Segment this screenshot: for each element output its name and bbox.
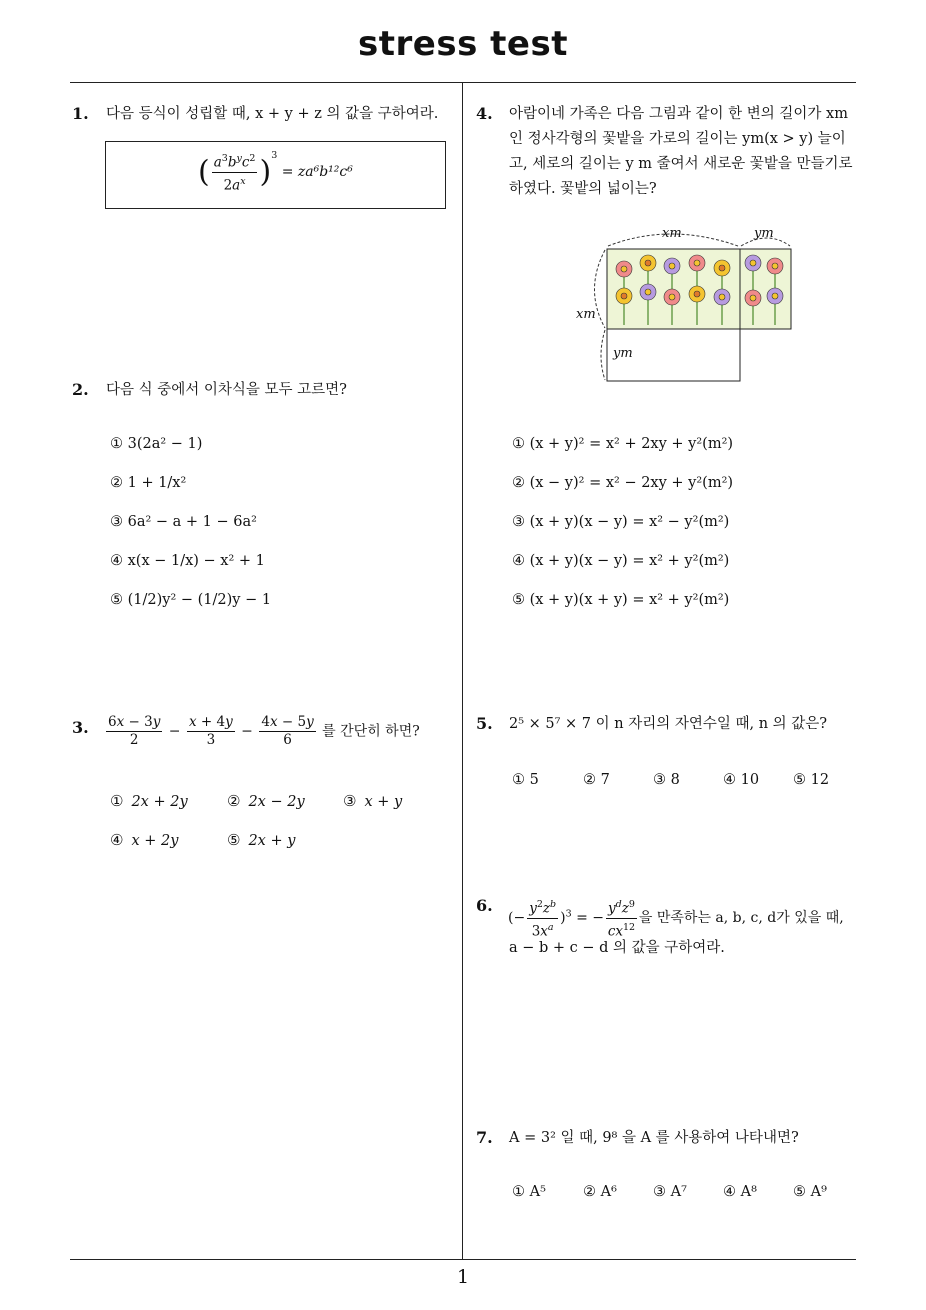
q7-option-5[interactable]: ⑤ A⁹ <box>793 1184 827 1200</box>
bottom-rule <box>70 1259 856 1260</box>
q7-option-4[interactable]: ④ A⁸ <box>723 1184 757 1200</box>
q2-option-1[interactable]: ① 3(2a² − 1) <box>110 436 203 452</box>
flowerbed-diagram <box>570 222 810 387</box>
fig-label-top-x: xm <box>662 226 682 241</box>
q6-equation: (− $\frac{y^2z^b}{3x^a}$ )$^3$ = − $\frac{y^dz^9}{cx^{12}}$ 을 만족하는 a, b, c, d가 있을 때, <box>508 896 844 940</box>
q2-text: 다음 식 중에서 이차식을 모두 고르면? <box>106 382 347 398</box>
q4-line-4: 하였다. 꽃밭의 넓이는? <box>509 181 657 197</box>
q4-number: 4. <box>476 104 493 123</box>
q3-option-1[interactable]: ① 2x + 2y <box>110 792 188 810</box>
q3-option-4-text: x + 2y <box>131 833 179 849</box>
q7-option-1[interactable]: ① A⁵ <box>512 1184 546 1200</box>
q1-number: 1. <box>72 104 89 123</box>
q1-equation-rhs: = za⁶b¹²c⁶ <box>281 164 353 180</box>
q5-text: 2⁵ × 5⁷ × 7 이 n 자리의 자연수일 때, n 의 값은? <box>509 716 828 732</box>
q7-option-2[interactable]: ② A⁶ <box>583 1184 617 1200</box>
q4-text <box>509 102 869 202</box>
q2-option-2[interactable]: ② 1 + 1/x² <box>110 475 187 491</box>
q5-option-3[interactable]: ③ 8 <box>653 772 680 788</box>
fig-label-top-y: ym <box>754 226 774 241</box>
q7-text: A = 3² 일 때, 9⁸ 을 A 를 사용하여 나타내면? <box>509 1130 799 1146</box>
q3-option-4[interactable]: ④ x + 2y <box>110 831 179 849</box>
q2-option-3[interactable]: ③ 6a² − a + 1 − 6a² <box>110 514 257 530</box>
q4-option-4[interactable]: ④ (x + y)(x − y) = x² + y²(m²) <box>512 553 730 569</box>
q2-number: 2. <box>72 380 89 399</box>
q4-option-1[interactable]: ① (x + y)² = x² + 2xy + y²(m²) <box>512 436 734 452</box>
page-title: stress test <box>358 24 568 64</box>
q6-tail: 을 만족하는 a, b, c, d가 있을 때, <box>638 910 844 926</box>
q3-expression: $\frac{6x - 3y}{2}$ − $\frac{x + 4y}{3}$ − $\frac{4x - 5y}{6}$ 를 간단히 하면? <box>108 714 420 748</box>
q3-number: 3. <box>72 718 89 737</box>
q2-option-5[interactable]: ⑤ (1/2)y² − (1/2)y − 1 <box>110 592 272 608</box>
q3-option-2-text: 2x − 2y <box>248 794 305 810</box>
q3-option-1-text: 2x + 2y <box>131 794 188 810</box>
q3-option-5-text: 2x + y <box>248 833 296 849</box>
q4-line-2: 인 정사각형의 꽃밭을 가로의 길이는 ym(x > y) 늘이 <box>509 131 846 147</box>
flowerbed-figure <box>570 222 810 387</box>
q6-line-2: a − b + c − d 의 값을 구하여라. <box>509 940 725 956</box>
q4-line-1: 아람이네 가족은 다음 그림과 같이 한 변의 길이가 xm <box>509 106 848 122</box>
q3-tail: 를 간단히 하면? <box>322 723 420 740</box>
page-number: 1 <box>456 1266 470 1288</box>
q4-option-3[interactable]: ③ (x + y)(x − y) = x² − y²(m²) <box>512 514 730 530</box>
fig-label-left-y: ym <box>613 346 633 361</box>
q5-option-2[interactable]: ② 7 <box>583 772 610 788</box>
q3-option-5[interactable]: ⑤ 2x + y <box>227 831 296 849</box>
q4-option-2[interactable]: ② (x − y)² = x² − 2xy + y²(m²) <box>512 475 734 491</box>
q5-option-4[interactable]: ④ 10 <box>723 772 760 788</box>
q5-option-5[interactable]: ⑤ 12 <box>793 772 830 788</box>
fig-label-left-x: xm <box>576 307 596 322</box>
q1-equation: ( $\frac{a^3b^yc^2}{2a^x}$ )$^3$ = za⁶b¹²c⁶ <box>198 150 353 193</box>
q7-number: 7. <box>476 1128 493 1147</box>
q5-option-1[interactable]: ① 5 <box>512 772 539 788</box>
q3-option-3[interactable]: ③ x + y <box>343 792 403 810</box>
q3-option-3-text: x + y <box>364 794 403 810</box>
q7-option-3[interactable]: ③ A⁷ <box>653 1184 687 1200</box>
q3-option-2[interactable]: ② 2x − 2y <box>227 792 305 810</box>
q4-option-5[interactable]: ⑤ (x + y)(x + y) = x² + y²(m²) <box>512 592 730 608</box>
q1-text: 다음 등식이 성립할 때, x + y + z 의 값을 구하여라. <box>106 106 439 122</box>
q4-line-3: 고, 세로의 길이는 y m 줄여서 새로운 꽃밭을 만들기로 <box>509 156 853 172</box>
column-divider <box>462 82 463 1260</box>
q5-number: 5. <box>476 714 493 733</box>
top-rule <box>70 82 856 83</box>
q2-option-4[interactable]: ④ x(x − 1/x) − x² + 1 <box>110 553 265 569</box>
q6-number: 6. <box>476 896 493 915</box>
